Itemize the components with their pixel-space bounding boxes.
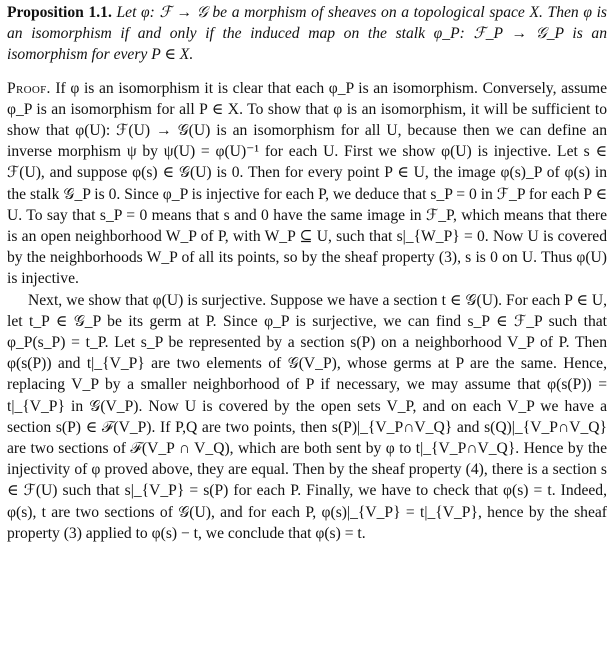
- proof-paragraph-1: [7, 78, 607, 290]
- proof-paragraph-2: [7, 290, 607, 544]
- proposition: [7, 2, 607, 66]
- proof-text-1: If φ is an isomorphism it is clear that each φ_P is an isomorphism. Conversely, assume φ_P is an isomorphism for all P ∈ X. To show that φ is an isomorphism, it will be sufficient to show that φ(U): ℱ(U) → 𝒢(U) is an isomorphism for all U, because then we can define an inverse morphism ψ by ψ(U) = φ(U)⁻¹ for each U. First we show φ(U) is injective. Let s ∈ ℱ(U), and suppose φ(s) ∈ 𝒢(U) is 0. Then for every point P ∈ U, the image φ(s)_P of φ(s) in the stalk 𝒢_P is 0. Since φ_P is injective for each P, we deduce that s_P = 0 in ℱ_P for each P ∈ U. To say that s_P = 0 means that s and 0 have the same image in ℱ_P, which means that there is an open neighborhood W_P of P, with W_P ⊆ U, such that s|_{W_P} = 0. Now U is covered by the neighborhoods W_P of all its points, so by the sheaf property (3), s is 0 on U. Thus φ(U) is injective.: [7, 79, 607, 288]
- proposition-statement: Let φ: ℱ → 𝒢 be a morphism of sheaves on a topological space X. Then φ is an isomorphism if and only if the induced map on the stalk φ_P: ℱ_P → 𝒢_P is an isomorphism for every P ∈ X.: [7, 4, 608, 64]
- proof-text-2: Next, we show that φ(U) is surjective. Suppose we have a section t ∈ 𝒢(U). For each P ∈ U, let t_P ∈ 𝒢_P be its germ at P. Since φ_P is surjective, we can find s_P ∈ ℱ_P such that φ_P(s_P) = t_P. Let s_P be represented by a section s(P) on a neighborhood V_P of P. Then φ(s(P)) and t|_{V_P} are two elements of 𝒢(V_P), whose germs at P are the same. Hence, replacing V_P by a smaller neighborhood of P if necessary, we may assume that φ(s(P)) = t|_{V_P} in 𝒢(V_P). Now U is covered by the open sets V_P, and on each V_P we have a section s(P) ∈ ℱ(V_P). If P,Q are two points, then s(P)|_{V_P∩V_Q} and s(Q)|_{V_P∩V_Q} are two sections of ℱ(V_P ∩ V_Q), which are both sent by φ to t|_{V_P∩V_Q}. Hence by the injectivity of φ proved above, they are equal. Then by the sheaf property (4), there is a section s ∈ ℱ(U) such that s|_{V_P} = s(P) for each P. Finally, we have to check that φ(s) = t. Indeed, φ(s), t are two sections of 𝒢(U), and for each P, φ(s)|_{V_P} = t|_{V_P}, hence by the sheaf property (3) applied to φ(s) − t, we conclude that φ(s) = t.: [7, 291, 607, 542]
- proof-label: Proof.: [7, 79, 51, 97]
- proposition-label: Proposition 1.1.: [7, 4, 112, 21]
- document-page: [7, 2, 607, 544]
